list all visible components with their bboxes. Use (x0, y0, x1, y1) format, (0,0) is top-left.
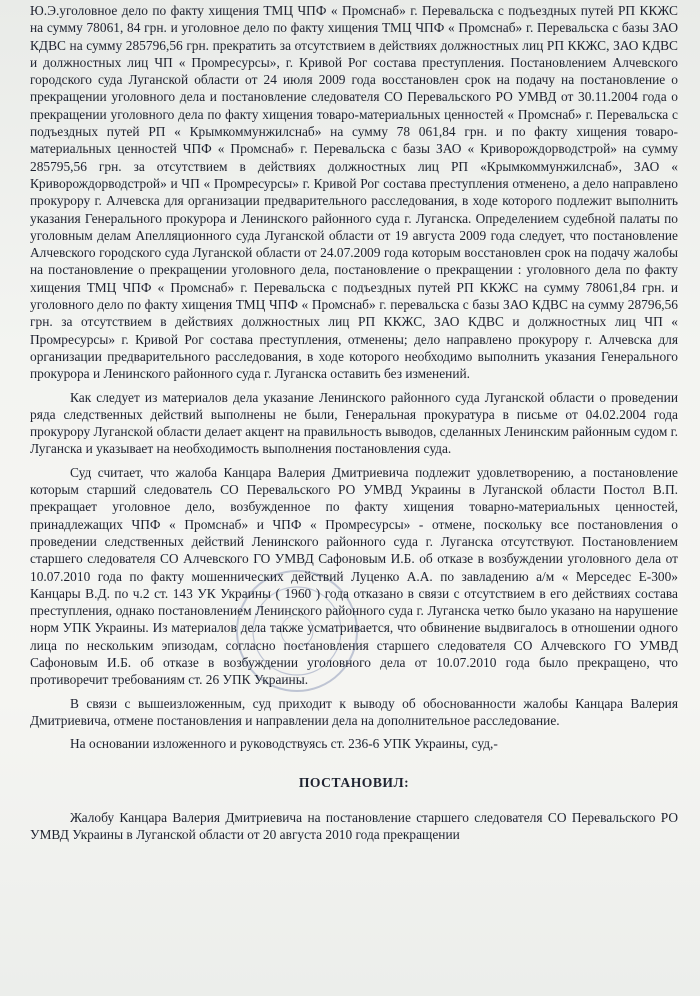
ruling-heading: ПОСТАНОВИЛ: (298, 775, 410, 791)
paragraph-5: На основании изложенного и руководствуясь ст. 236-6 УПК Украины, суд,- (70, 736, 498, 752)
document-body (30, 2, 678, 843)
paragraph-1: Ю.Э.уголовное дело по факту хищения ТМЦ ЧПФ « Промснаб» г. Перевальска с подъездных путей РП ККЖС на сумму 78061, 84 грн. и уголовное дело по факту хищения ТМЦ ЧПФ « Промснаб» г. Перевальска с базы ЗАО КДВС на сумму 285796,56 грн. прекратить за отсутствием в действиях должностных лиц РП ККЖС, ЗАО КДВС и должностных лиц ЧП « Промресурсы», г. Кривой Рог состава преступления. Постановлением Алчевского городского суда Луганской области от 24 июля 2009 года восстановлен срок на подачу на постановление о прекращении уголовного дела и постановление следователя СО Перевальского РО УМВД от 30.11.2004 года о прекращении уголовного дела по факту хищения товаро-материальных ценностей « Промснаб» г. Перевальска с подъездных путей РП « Крымкоммунжилснаб» на сумму 78 061,84 грн. и по факту хищения товаро-материальных ценностей ЧПФ « Промснаб» г. Перевальска с базы ЗАО « Криворождорводстрой» на сумму 285795,56 грн. за отсутствием в действиях должностных лиц РП «Крымкоммунжилснаб», ЗАО « Криворождорводстрой» и ЧП « Промресурсы» г. Кривой Рог состава преступления отменено, а дело направлено прокурору г. Алчевска для организации предварительного расследования, в ходе которого подлежит выполнить указания Генерального прокурора и Ленинского районного суда г. Луганска. Определением судебной палаты по уголовным делам Апелляционного суда Луганской области от 19 августа 2009 года следует, что постановление Алчевского городского суда Луганской области от 24.07.2009 года которым восстановлен срок на подачу жалобы на постановление о прекращении уголовного дела, постановление о прекращении : уголовного дела по факту хищения ТМЦ ЧПФ « Промснаб» г. Перевальска с подъездных путей РП ККЖС на сумму 78061,84 грн. и уголовного дело по факту хищения ТМЦ ЧПФ « Промснаб» г. перевальска с базы ЗАО КДВС на сумму 28796,56 грн. за отсутствием в действиях должностных лиц РП ККЖС, ЗАО КДВС и должностных лиц ЧП « Промресурсы» г. Кривой Рог состава преступления, отменены; дело направлено прокурору г. Алчевска для организации предварительного расследования, в ходе которого необходимо выполнить указания Генерального прокурора и Ленинского районного суда г. Луганска оставить без изменений. (30, 3, 678, 382)
paragraph-2: Как следует из материалов дела указание Ленинского районного суда Луганской области о проведении ряда следственных действий выполнены не были, Генеральная прокуратура в письме от 04.02.2004 года прокурору Луганской области делает акцент на правильность выводов, сделанных Ленинским районным судом г. Луганска и указывает на необходимость выполнения постановления суда. (30, 389, 678, 457)
paragraph-6: Жалобу Канцара Валерия Дмитриевича на постановление старшего следователя СО Перевальского РО УМВД Украины в Луганской области от 20 августа 2010 года прекращении (30, 809, 678, 843)
paragraph-3: Суд считает, что жалоба Канцара Валерия Дмитриевича подлежит удовлетворению, а постановление которым старший следователь СО Перевальского РО УМВД Украины в Луганской области Постол В.П. прекращает уголовное дело, возбужденное по факту хищения товарно-материальных ценностей, принадлежащих ЧПФ « Промснаб» и ЧПФ « Промресурсы» - отмене, поскольку все постановления о проведении следственных действий Ленинского районного суда г. Луганска отсутствуют. Постановлением старшего следователя СО Алчевского ГО УМВД Сафоновым И.Б. об отказе в возбуждении уголовного дела от 10.07.2010 года по факту мошеннических действий Луценко А.А. по завладению а/м « Мерседес Е-300» Канцары В.Д. по ч.2 ст. 143 УК Украины ( 1960 ) года отказано в связи с отсутствием в его действиях состава преступления, однако постановлением Ленинского районного суда г. Луганска четко было указано на нарушение норм УПК Украины. Из материалов дела также усматривается, что обвинение выдвигалось в отношении одного лица по нескольким эпизодам, согласно постановления старшего следователя СО Алчевского ГО УМВД Сафоновым И.Б. об отказе в возбуждении уголовного дела от 10.07.2010 года было прекращено, что противоречит требованиям ст. 26 УПК Украины. (30, 464, 678, 688)
paragraph-4: В связи с вышеизложенным, суд приходит к выводу об обоснованности жалобы Канцара Валерия Дмитриевича, отмене постановления и направлении дела на дополнительное расследование. (30, 695, 678, 728)
